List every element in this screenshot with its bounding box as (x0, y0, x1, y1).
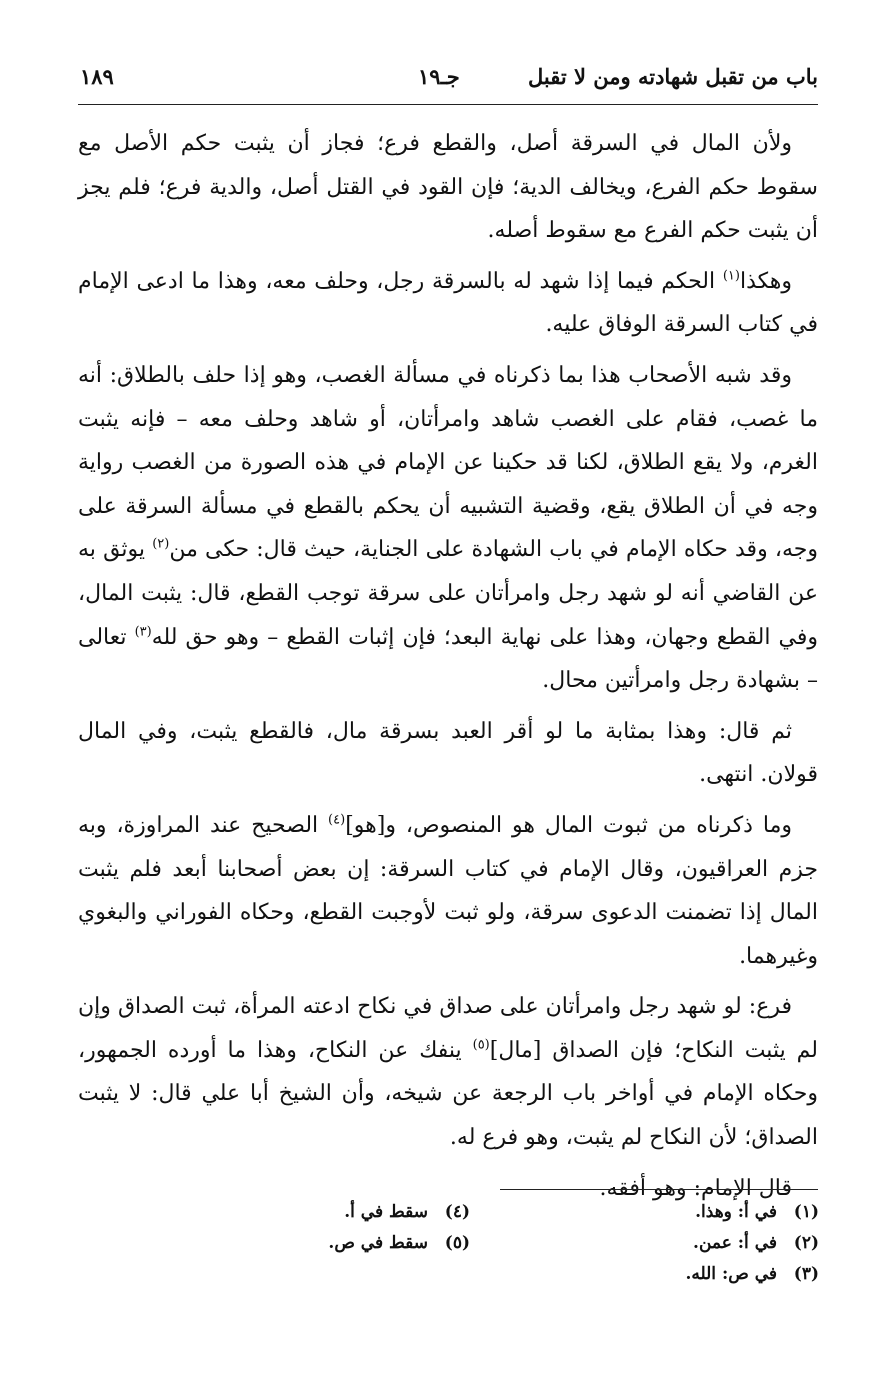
footnote-ref: (٣) (134, 624, 152, 640)
footnote-ref: (٥) (472, 1037, 490, 1053)
text-run: يوثق به عن القاضي أنه لو شهد رجل وامرأتان على سرقة توجب القطع، قال: يثبت المال، وفي القطع وجهان، وهذا على نهاية البعد؛ فإن إثبات القطع – وهو حق لله (78, 537, 818, 650)
text-run: ينفك عن النكاح، وهذا ما أورده الجمهور، وحكاه الإمام في أواخر باب الرجعة عن شيخه، وأن الشيخ أبا علي قال: لا يثبت الصداق؛ لأن النكاح لم يثبت، وهو فرع له. (78, 1037, 818, 1151)
main-text (78, 122, 818, 1217)
header-divider (78, 104, 818, 105)
footnotes-column-right (489, 1197, 819, 1290)
text-run: تعالى – بشهادة رجل وامرأتين محال. (78, 624, 818, 694)
text-run: وهكذا (739, 268, 792, 294)
footnote-text: سقط في أ. (344, 1202, 428, 1222)
volume-label: جـ١٩ (418, 64, 460, 89)
page-number: ١٨٩ (80, 64, 114, 89)
footnote-text: في أ: وهذا. (695, 1202, 777, 1222)
paragraph (78, 260, 818, 347)
paragraph (78, 354, 818, 703)
text-run: وما ذكرناه من ثبوت المال هو المنصوص، و[هو] (345, 812, 792, 838)
footnote-number: (٤) (444, 1202, 470, 1222)
text-run: الحكم فيما إذا شهد له بالسرقة رجل، وحلف معه، وهذا ما ادعى الإمام في كتاب السرقة الوفاق عليه. (78, 268, 818, 338)
paragraph: قال الإمام: وهو أفقه. (599, 1175, 792, 1201)
footnote-divider (500, 1189, 818, 1190)
paragraph (78, 804, 818, 978)
footnote-ref: (١) (722, 268, 740, 284)
text-run: قال: حكى من (169, 537, 297, 563)
footnote (489, 1228, 819, 1259)
footnote (290, 1197, 470, 1228)
paragraph: ولأن المال في السرقة أصل، والقطع فرع؛ فجاز أن يثبت حكم الأصل مع سقوط حكم الفرع، ويخالف الدية؛ فإن القود في القتل أصل، والدية فرع؛ فلم يجز أن يثبت حكم الفرع مع سقوط أصله. (78, 131, 818, 244)
footnote-number: (٣) (793, 1264, 819, 1284)
footnotes-column-left (290, 1197, 470, 1259)
footnote-number: (٢) (793, 1233, 819, 1253)
footnote (290, 1228, 470, 1259)
footnote-text: في ص: الله. (685, 1264, 777, 1284)
text-run: الصحيح عند المراوزة، وبه جزم العراقيون، وقال الإمام في كتاب السرقة: إن بعض أصحابنا أبعد فلم يثبت المال إذا تضمنت الدعوى سرقة، ولو ثبت لأوجبت القطع، وحكاه الفوراني والبغوي وغيرهما. (78, 812, 818, 969)
text-run: وقد شبه الأصحاب هذا بما ذكرناه في مسألة الغصب، وهو إذا حلف بالطلاق: أنه ما غصب، فقام على الغصب شاهد وامرأتان، أو شاهد وحلف معه – فإنه يثبت الغرم، ولا يقع الطلاق، لكنا قد حكينا عن الإمام في هذه الصورة من الغصب رواية وجه في أن الطلاق يقع، وقضية التشبيه أن يحكم بالقطع في مسألة السرقة على وجه، وقد حكاه الإمام في باب الشهادة على الجناية، حيث (78, 362, 818, 563)
footnote-text: سقط في ص. (328, 1233, 428, 1253)
text-run: فرع: لو شهد رجل وامرأتان على صداق في نكاح ادعته المرأة، ثبت الصداق وإن لم يثبت النكاح؛ فإن الصداق [مال] (78, 994, 818, 1063)
footnote-number: (٥) (444, 1233, 470, 1253)
footnote-text: في أ: عمن. (693, 1233, 777, 1253)
footnote (489, 1197, 819, 1228)
page-header (78, 60, 818, 100)
running-title: باب من تقبل شهادته ومن لا تقبل (527, 64, 818, 89)
footnote (489, 1259, 819, 1290)
footnote-number: (١) (793, 1202, 819, 1222)
paragraph (78, 985, 818, 1159)
paragraph: ثم قال: وهذا بمثابة ما لو أقر العبد بسرقة مال، فالقطع يثبت، وفي المال قولان. انتهى. (78, 718, 818, 788)
footnote-ref: (٤) (328, 812, 346, 828)
footnote-ref: (٢) (152, 537, 170, 553)
